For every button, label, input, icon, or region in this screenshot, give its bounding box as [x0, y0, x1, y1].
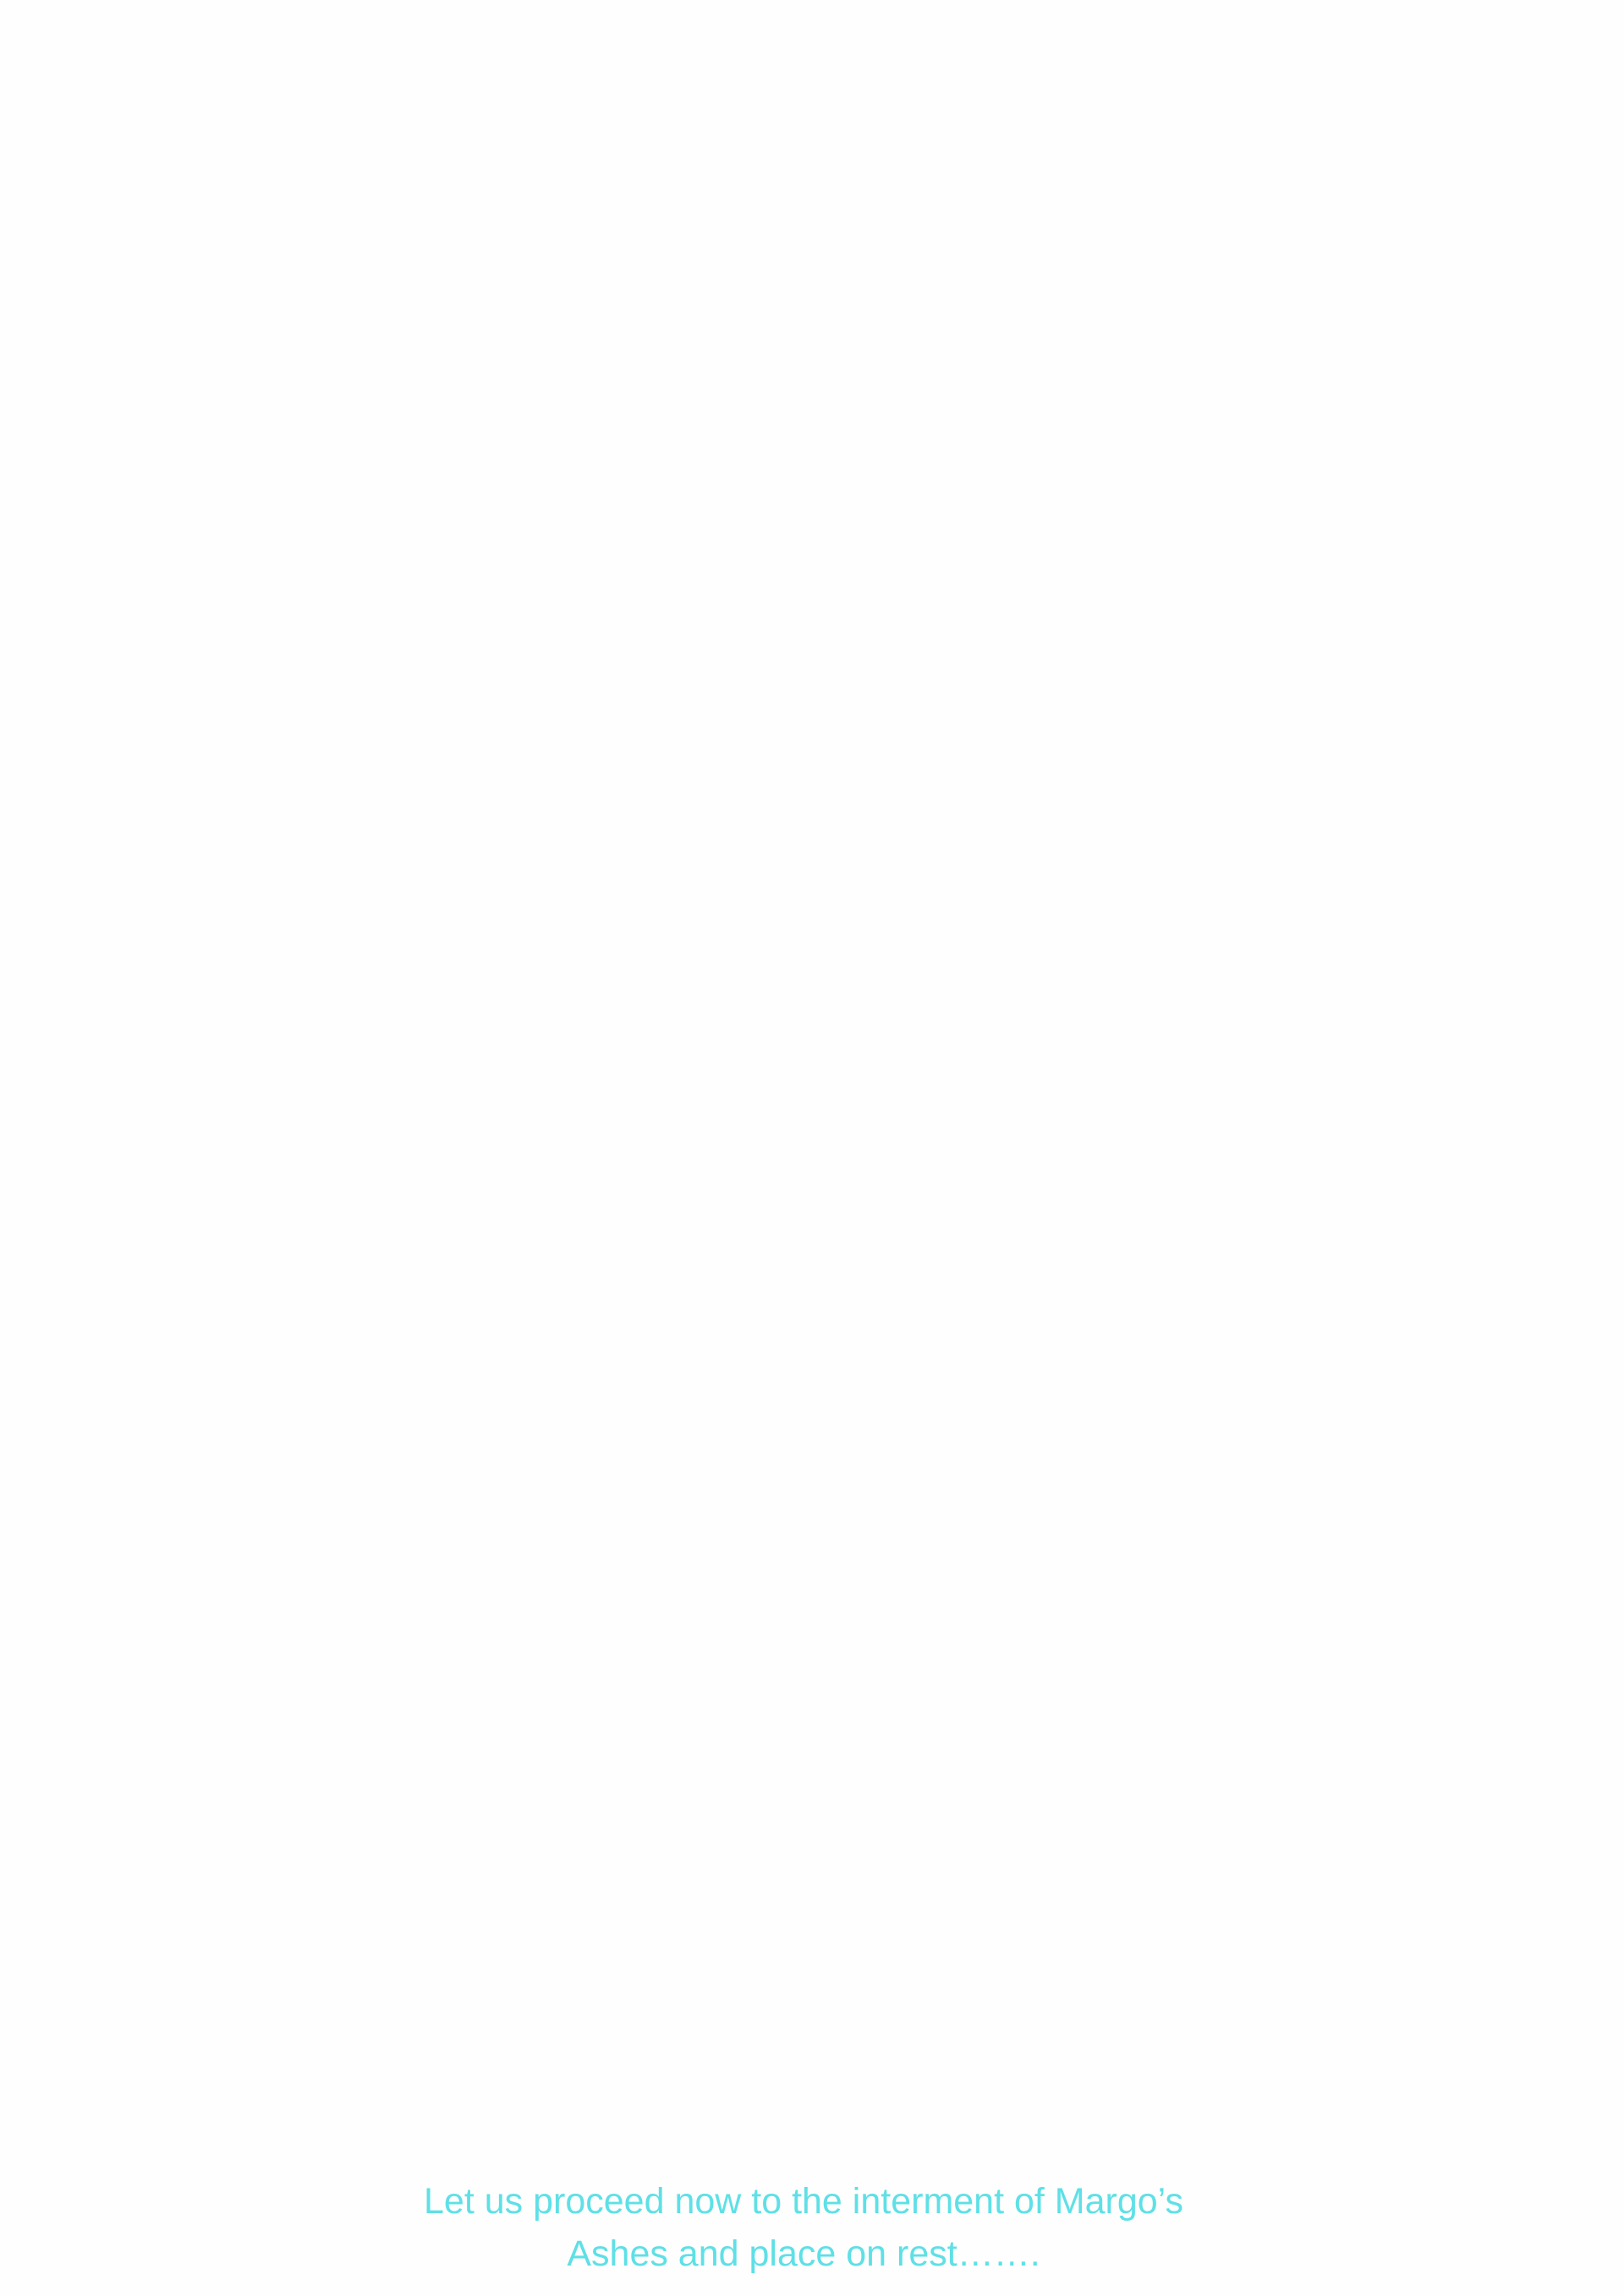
closing-paragraph: [0, 2175, 1607, 2280]
closing-text-line-2: Ashes and place on rest…….: [567, 2233, 1040, 2274]
closing-text-line-1: Let us proceed now to the interment of Margo’s: [424, 2181, 1183, 2222]
